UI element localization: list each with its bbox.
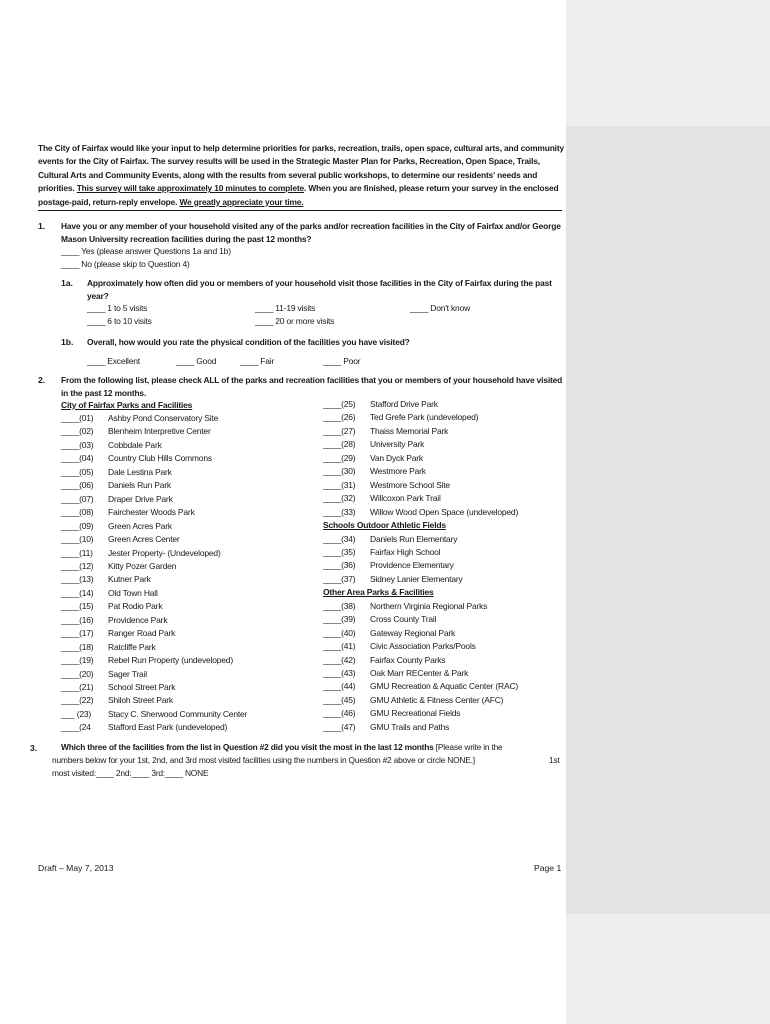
facility-row[interactable] (323, 425, 448, 438)
q1a-opt-6-10[interactable]: ____ 6 to 10 visits (87, 316, 152, 326)
facility-row[interactable] (323, 721, 449, 734)
facility-name: Old Town Hall (108, 587, 158, 598)
facility-checkbox-blank[interactable]: ____(22) (61, 695, 94, 706)
facility-row[interactable] (61, 721, 227, 734)
q1-text: Have you or any member of your household visited any of the parks and/or recreation facilities in the City of Fairfax and/or George Mason University recreation facilities during the past 12 months? (61, 221, 561, 244)
facility-name: Ranger Road Park (108, 628, 176, 639)
facility-row[interactable] (323, 465, 426, 478)
facility-name: Gateway Regional Park (370, 627, 456, 638)
facility-name: GMU Recreation & Aquatic Center (RAC) (370, 681, 519, 692)
facility-checkbox-blank[interactable]: ____(03) (61, 439, 94, 450)
intro-duration: This survey will take approximately 10 minutes to complete (76, 183, 304, 194)
facility-name: Sager Trail (108, 668, 147, 679)
facility-name: Blenheim Interpretive Center (108, 426, 211, 437)
facility-name: Cobbdale Park (108, 439, 162, 450)
facility-row[interactable] (323, 694, 503, 707)
facility-checkbox-blank[interactable]: ____(14) (61, 587, 94, 598)
facility-checkbox-blank[interactable]: ____(47) (323, 721, 356, 732)
facility-name: Oak Marr RECenter & Park (370, 668, 469, 678)
section-city-parks: City of Fairfax Parks and Facilities (61, 400, 193, 410)
facility-name: Ashby Pond Conservatory Site (108, 413, 219, 423)
facility-name: Daniels Run Elementary (370, 533, 458, 544)
facility-row[interactable] (323, 452, 423, 465)
facility-checkbox-blank[interactable]: ____(06) (61, 480, 94, 491)
facility-row[interactable] (61, 560, 176, 573)
section-schools: Schools Outdoor Athletic Fields (323, 520, 446, 531)
facility-row[interactable] (323, 613, 436, 626)
q3-instruction: [Please write in the (433, 742, 503, 752)
facility-row[interactable] (61, 681, 175, 694)
facility-name: Kutner Park (108, 574, 151, 585)
facility-checkbox-blank[interactable]: ____(37) (323, 573, 356, 584)
facility-row[interactable] (323, 573, 463, 586)
facility-row[interactable] (323, 559, 454, 572)
facility-name: Rebel Run Property (undeveloped) (108, 655, 233, 666)
facility-row[interactable] (323, 438, 424, 451)
q1a-opt-20-plus[interactable]: ____ 20 or more visits (255, 316, 335, 326)
facility-checkbox-blank[interactable]: ____(21) (61, 682, 94, 692)
facility-checkbox-blank[interactable]: ____(19) (61, 655, 94, 666)
q1a-opt-dont-know[interactable]: ____ Don't know (410, 303, 471, 313)
facility-row[interactable] (61, 452, 212, 465)
facility-checkbox-blank[interactable]: ____(36) (323, 560, 356, 571)
facility-checkbox-blank[interactable]: ____(30) (323, 466, 356, 477)
footer-page-number: Page 1 (534, 863, 562, 873)
facility-row[interactable] (323, 654, 445, 667)
facility-name: Stafford Drive Park (370, 399, 438, 409)
facility-name: Jester Property- (Undeveloped) (108, 547, 221, 558)
q1-number: 1. (38, 221, 46, 231)
q2-text: From the following list, please check ALL of the parks and recreation facilities that you or members of your household have visited in the past 12 months. (61, 375, 563, 398)
facility-name: Willow Wood Open Space (undeveloped) (370, 506, 519, 517)
facility-checkbox-blank[interactable]: ____(24 (61, 722, 91, 733)
facility-name: Dale Lestina Park (108, 466, 172, 477)
facility-name: Providence Park (108, 614, 168, 625)
facility-name: Westmore Park (370, 466, 426, 477)
intro-text-2: . When you are finished, please return your survey in the enclosed postage-paid, return-reply envelope. (38, 183, 559, 207)
facility-checkbox-blank[interactable]: ____(05) (61, 466, 94, 477)
facility-checkbox-blank[interactable]: ____(04) (61, 453, 94, 464)
facility-row[interactable] (61, 641, 156, 654)
facility-checkbox-blank[interactable]: ____(25) (323, 399, 356, 409)
facility-row[interactable] (323, 546, 440, 559)
facility-name: GMU Trails and Paths (370, 721, 450, 732)
facility-row[interactable] (61, 654, 233, 667)
facility-checkbox-blank[interactable]: ____(02) (61, 426, 94, 437)
facility-name: Green Acres Center (108, 534, 180, 545)
facility-checkbox-blank[interactable]: ____(17) (61, 628, 94, 639)
q3-line2-end: 1st (549, 755, 560, 765)
facility-checkbox-blank[interactable]: ____(10) (61, 534, 94, 545)
facility-row[interactable] (61, 708, 247, 721)
facility-name: Fairfax High School (370, 546, 441, 557)
q3-number: 3. (30, 743, 38, 753)
facility-checkbox-blank[interactable]: ____(45) (323, 694, 356, 705)
intro-divider (38, 210, 562, 211)
facility-row[interactable] (61, 668, 147, 681)
facility-checkbox-blank[interactable]: ____(09) (61, 520, 94, 531)
q1b-text: Overall, how would you rate the physical condition of the facilities you have visited? (87, 337, 410, 347)
q1a-number: 1a. (61, 278, 73, 288)
facility-row[interactable] (61, 479, 171, 492)
facility-checkbox-blank[interactable]: ____(32) (323, 493, 356, 504)
facility-checkbox-blank[interactable]: ____(28) (323, 439, 356, 450)
facility-name: GMU Recreational Fields (370, 708, 461, 719)
facility-checkbox-blank[interactable]: ____(08) (61, 507, 94, 518)
q1b-opt-poor[interactable]: ____ Poor (323, 356, 361, 366)
q3-answer-line[interactable]: most visited:____ 2nd:____ 3rd:____ NONE (52, 768, 209, 778)
facility-name: Ted Grefe Park (undeveloped) (370, 412, 479, 423)
facility-checkbox-blank[interactable]: ____(20) (61, 668, 94, 679)
facility-name: Fairchester Woods Park (108, 507, 195, 518)
facility-name: Van Dyck Park (370, 452, 423, 463)
facility-name: Northern Virginia Regional Parks (370, 600, 488, 611)
facility-row[interactable] (323, 479, 450, 492)
facility-name: School Street Park (108, 682, 176, 692)
facility-row[interactable] (323, 640, 476, 653)
facility-checkbox-blank[interactable]: ____(31) (323, 479, 356, 490)
facility-row[interactable] (323, 667, 468, 680)
q2-number: 2. (38, 375, 46, 385)
facility-checkbox-blank[interactable]: ____(15) (61, 601, 94, 612)
facility-name: Fairfax County Parks (370, 654, 446, 665)
facility-row[interactable] (61, 533, 180, 546)
facility-name: Shiloh Street Park (108, 695, 173, 706)
facility-name: Country Club Hills Commons (108, 453, 212, 464)
q1b-opt-fair[interactable]: ____ Fair (240, 356, 275, 366)
facility-checkbox-blank[interactable]: ____(39) (323, 614, 356, 625)
facility-checkbox-blank[interactable]: ____(42) (323, 654, 356, 665)
facility-name: Green Acres Park (108, 520, 172, 531)
facility-name: Kitty Pozer Garden (108, 560, 177, 571)
facility-row[interactable] (61, 520, 172, 533)
section-other-parks: Other Area Parks & Facilities (323, 587, 434, 598)
facility-row[interactable] (61, 627, 175, 640)
facility-checkbox-blank[interactable]: ____(18) (61, 641, 94, 652)
comment-balloon[interactable] (566, 126, 770, 914)
facility-name: Daniels Run Park (108, 480, 171, 491)
facility-checkbox-blank[interactable]: ____(29) (323, 452, 356, 463)
facility-row[interactable] (61, 694, 173, 707)
facility-name: Thaiss Memorial Park (370, 425, 449, 436)
facility-checkbox-blank[interactable]: ____(11) (61, 547, 93, 558)
facility-row[interactable] (323, 680, 518, 693)
facility-row[interactable] (61, 573, 151, 586)
facility-checkbox-blank[interactable]: ____(01) (61, 413, 94, 423)
facility-row[interactable] (61, 600, 162, 613)
facility-checkbox-blank[interactable]: ____(34) (323, 533, 356, 544)
facility-checkbox-blank[interactable]: ____(35) (323, 546, 356, 557)
facility-checkbox-blank[interactable]: ____(41) (323, 641, 356, 652)
facility-name: Civic Association Parks/Pools (370, 641, 476, 652)
facility-checkbox-blank[interactable]: ____(12) (61, 560, 94, 571)
intro-paragraph (38, 142, 566, 209)
facility-row[interactable] (323, 492, 441, 505)
facility-row[interactable] (61, 466, 172, 479)
q1-yes-option[interactable]: ____ Yes (please answer Questions 1a and 1b) (61, 246, 231, 256)
facility-row[interactable] (323, 627, 455, 640)
facility-row[interactable] (61, 425, 211, 438)
facility-name: Stafford East Park (undeveloped) (108, 722, 228, 733)
facility-checkbox-blank[interactable]: ____(33) (323, 506, 356, 517)
facility-name: Stacy C. Sherwood Community Center (108, 708, 248, 719)
facility-row[interactable] (61, 614, 167, 627)
facility-name: Cross County Trail (370, 614, 437, 625)
facility-name: Ratcliffe Park (108, 641, 156, 652)
facility-checkbox-blank[interactable]: ___ (23) (61, 708, 92, 719)
facility-name: University Park (370, 439, 425, 450)
facility-name: GMU Athletic & Fitness Center (AFC) (370, 694, 504, 705)
facility-checkbox-blank[interactable]: ____(40) (323, 627, 356, 638)
facility-name: Draper Drive Park (108, 493, 173, 504)
facility-checkbox-blank[interactable]: ____(13) (61, 574, 94, 585)
facility-row[interactable] (323, 533, 457, 546)
intro-text-1: The City of Fairfax would like your input to help determine priorities for parks, recreation, trails, open space, cultural arts, and community events for the City of Fairfax. The survey results will be used in the Strategic Master Plan for Parks, Recreation, Open Space, Trails, Cultural Arts and Community Events, along with the results from several public workshops, to determine our residents' needs and priorities. (38, 143, 564, 194)
facility-row[interactable] (61, 506, 195, 519)
intro-thanks: We greatly appreciate your time. (179, 196, 304, 207)
facility-row[interactable] (323, 707, 460, 720)
facility-name: Westmore School Site (370, 479, 450, 490)
facility-checkbox-blank[interactable]: ____(07) (61, 493, 94, 504)
facility-row[interactable] (61, 439, 162, 452)
facility-row[interactable] (61, 412, 218, 425)
facility-checkbox-blank[interactable]: ____(46) (323, 708, 356, 719)
facility-row[interactable] (61, 547, 221, 560)
facility-row[interactable] (61, 587, 158, 600)
facility-row[interactable] (323, 411, 478, 424)
q1b-opt-good[interactable]: ____ Good (176, 356, 217, 366)
facility-row[interactable] (323, 600, 487, 613)
q1-no-option[interactable]: ____ No (please skip to Question 4) (61, 259, 190, 269)
q1a-opt-11-19[interactable]: ____ 11-19 visits (255, 303, 316, 313)
q3-question: Which three of the facilities from the list in Question #2 did you visit the most in the last 12 months (61, 742, 434, 752)
q1a-opt-1-5[interactable]: ____ 1 to 5 visits (87, 303, 148, 313)
facility-checkbox-blank[interactable]: ____(43) (323, 668, 356, 678)
facility-checkbox-blank[interactable]: ____(38) (323, 600, 356, 611)
footer-draft-date: Draft – May 7, 2013 (38, 863, 114, 873)
facility-row[interactable] (61, 493, 173, 506)
facility-name: Willcoxon Park Trail (370, 493, 441, 504)
facility-row[interactable] (323, 506, 518, 519)
q3-line1 (61, 741, 503, 754)
facility-checkbox-blank[interactable]: ____(16) (61, 614, 94, 625)
q1b-number: 1b. (61, 337, 74, 347)
facility-checkbox-blank[interactable]: ____(26) (323, 412, 356, 423)
facility-name: Sidney Lanier Elementary (370, 573, 463, 584)
facility-name: Pat Rodio Park (108, 601, 163, 612)
q1b-opt-excellent[interactable]: ____ Excellent (87, 356, 140, 366)
q3-line2: numbers below for your 1st, 2nd, and 3rd most visited facilities using the numbers in Question #2 above or circle NONE.] (52, 755, 475, 765)
facility-checkbox-blank[interactable]: ____(27) (323, 425, 356, 436)
facility-name: Providence Elementary (370, 560, 454, 571)
facility-row[interactable] (323, 398, 438, 411)
facility-checkbox-blank[interactable]: ____(44) (323, 681, 356, 692)
q1a-text: Approximately how often did you or members of your household visit those facilities in the City of Fairfax during the past year? (87, 278, 552, 301)
